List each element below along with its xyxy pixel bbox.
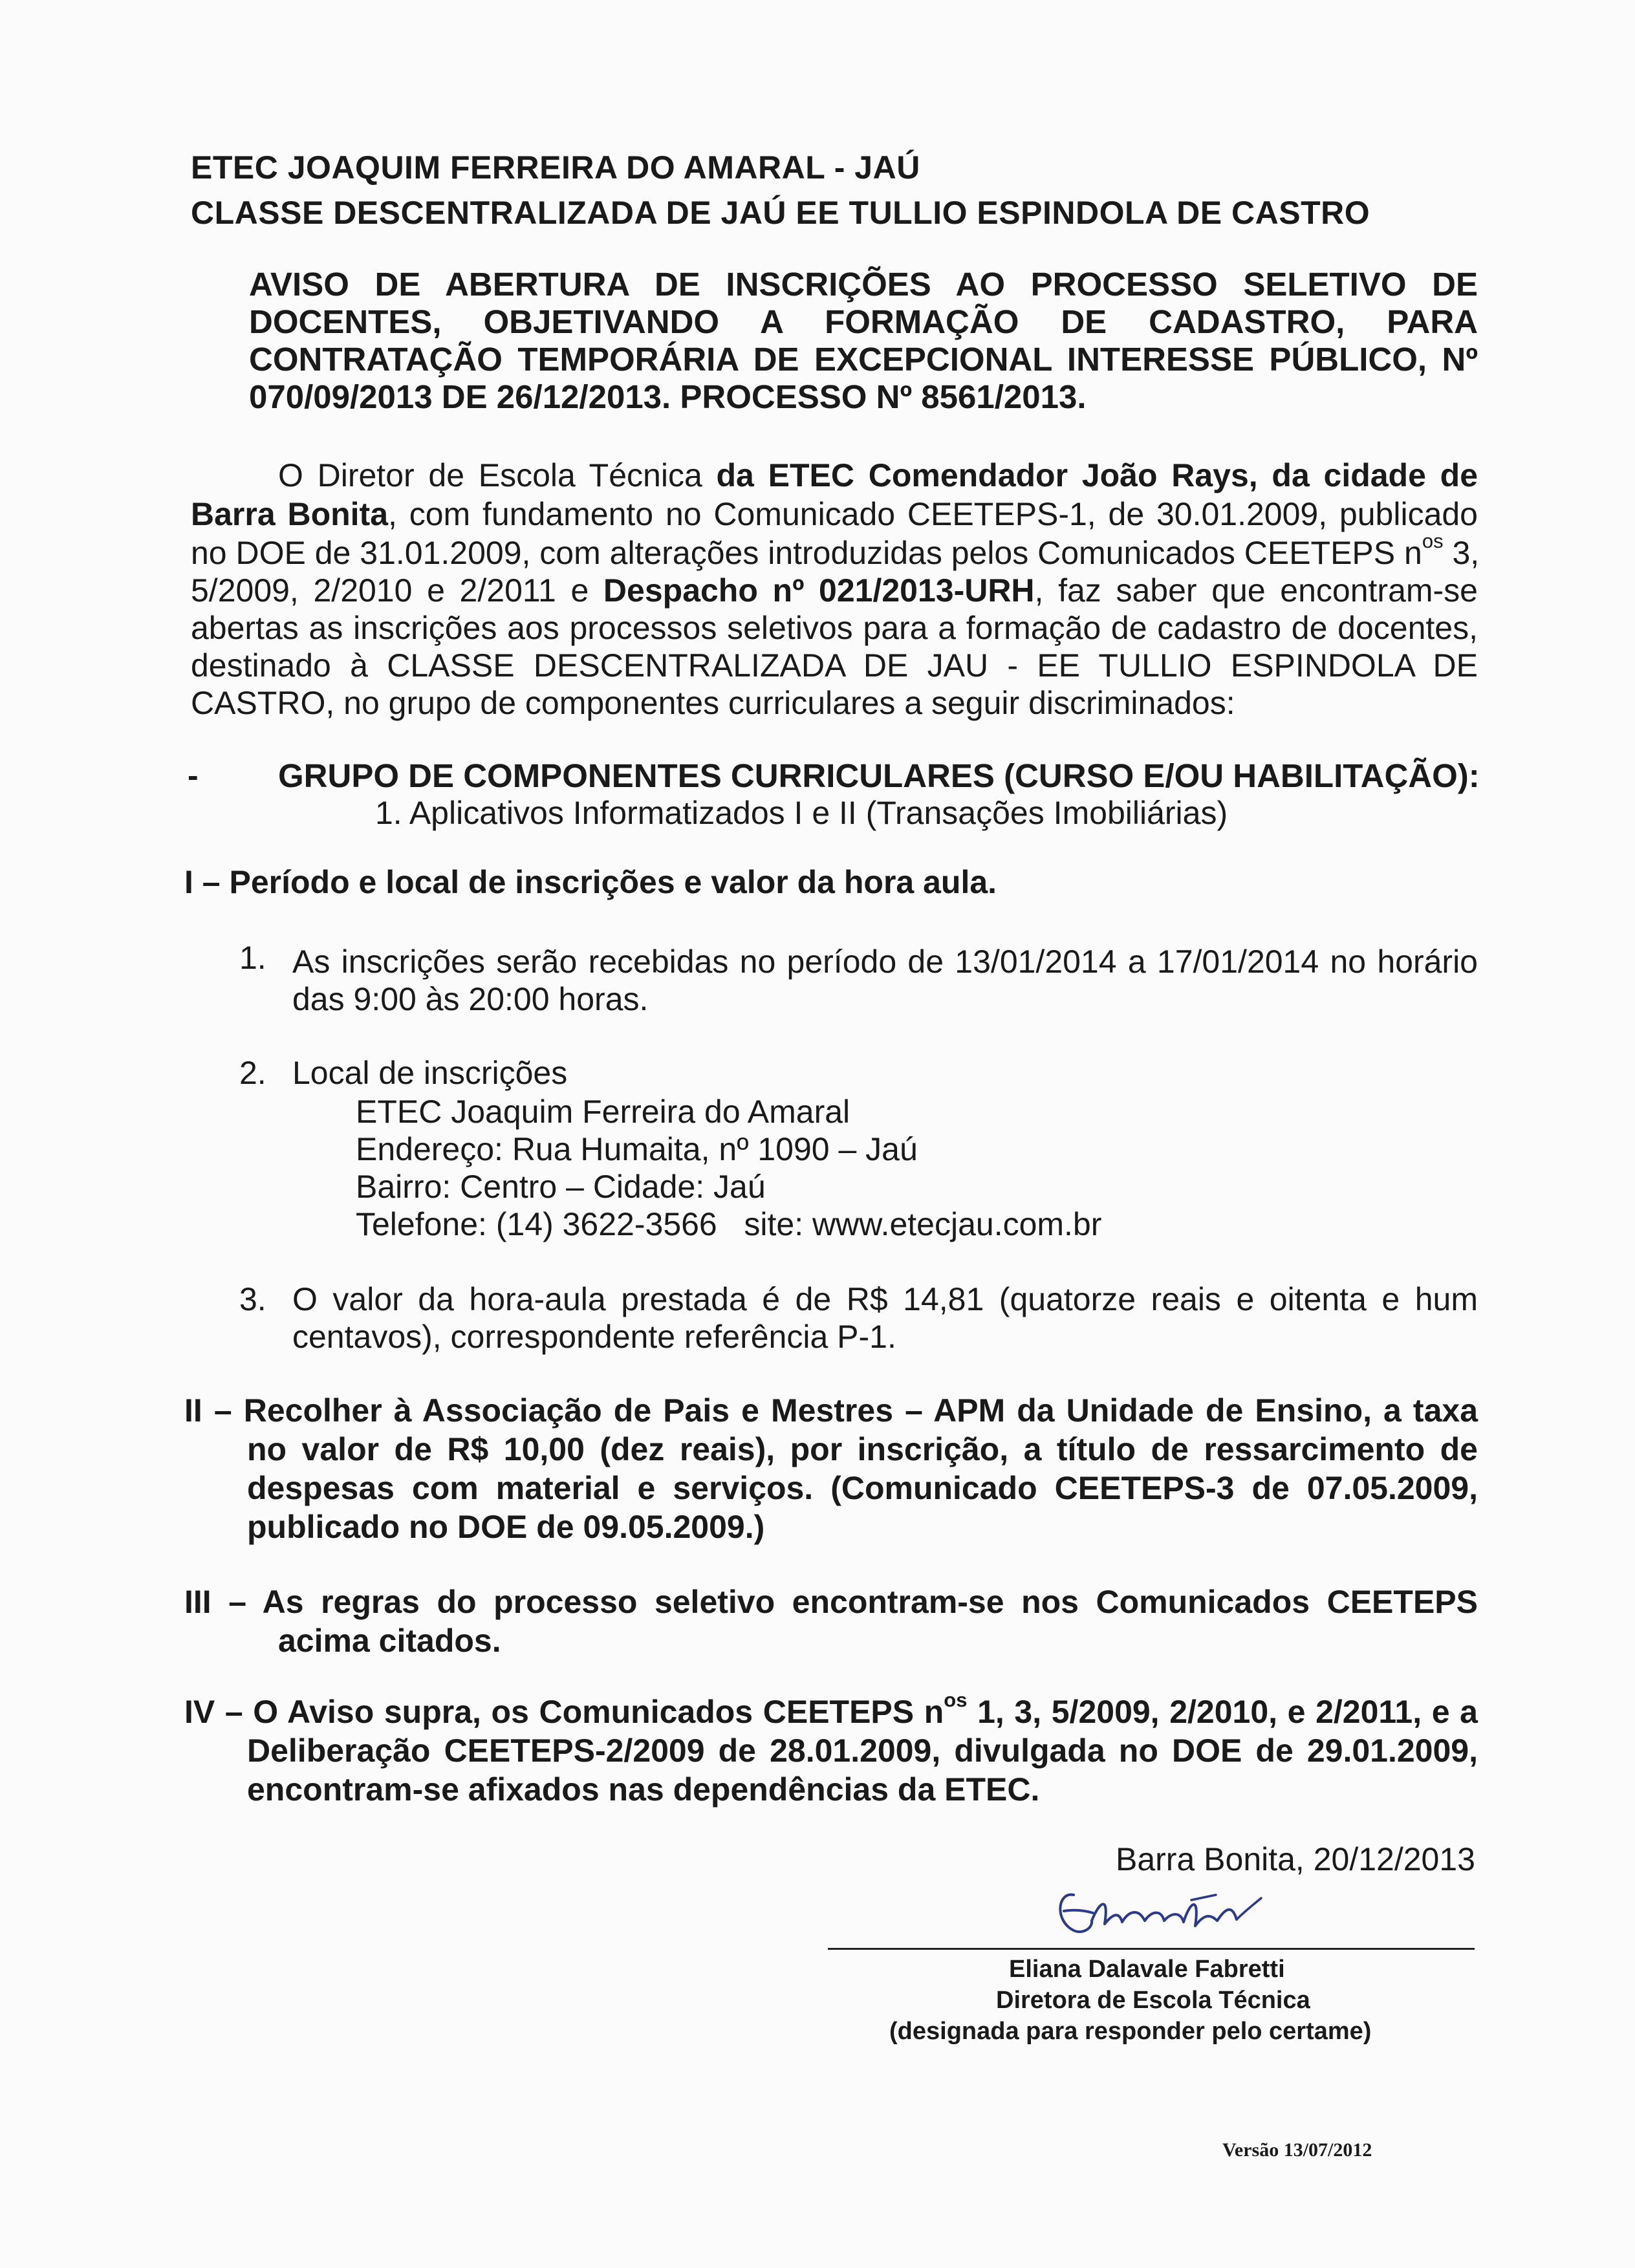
version-label: Versão 13/07/2012 [1222, 2139, 1372, 2161]
item-1-number: 1. [239, 940, 266, 976]
item-2-number: 2. [239, 1055, 266, 1091]
signer-name: Eliana Dalavale Fabretti [1009, 1956, 1285, 1983]
section-2-line1: II – Recolher à Associação de Pais e Mestres – APM da Unidade de Ensino, a taxa [184, 1392, 1478, 1429]
signer-note: (designada para responder pelo certame) [889, 2018, 1372, 2045]
intro-line2: Barra Bonita, com fundamento no Comunicado CEETEPS-1, de 30.01.2009, publicado [191, 496, 1478, 532]
section-2-line4: publicado no DOE de 09.05.2009.) [247, 1509, 765, 1545]
section-2-line2: no valor de R$ 10,00 (dez reais), por inscrição, a título de ressarcimento de [247, 1431, 1478, 1467]
place-date: Barra Bonita, 20/12/2013 [1116, 1841, 1475, 1877]
intro-line6: destinado à CLASSE DESCENTRALIZADA DE JAU - EE TULLIO ESPINDOLA DE [191, 647, 1478, 684]
notice-title-line1: AVISO DE ABERTURA DE INSCRIÇÕES AO PROCESSO SELETIVO DE [249, 266, 1478, 303]
signer-role: Diretora de Escola Técnica [996, 1987, 1310, 2014]
item-3-number: 3. [239, 1281, 266, 1317]
section-1-title: I – Período e local de inscrições e valor da hora aula. [184, 864, 997, 900]
notice-title-line4: 070/09/2013 DE 26/12/2013. PROCESSO Nº 8561/2013. [249, 378, 1087, 415]
address-line: Endereço: Rua Humaita, nº 1090 – Jaú [356, 1131, 918, 1167]
class-name: CLASSE DESCENTRALIZADA DE JAÚ EE TULLIO ESPINDOLA DE CASTRO [191, 195, 1370, 231]
section-4-line2: Deliberação CEETEPS-2/2009 de 28.01.2009, divulgada no DOE de 29.01.2009, [247, 1733, 1478, 1769]
item-1-line2: das 9:00 às 20:00 horas. [292, 981, 649, 1017]
address-line: ETEC Joaquim Ferreira do Amaral [356, 1094, 850, 1130]
section-3-line1: III – As regras do processo seletivo encontram-se nos Comunicados CEETEPS [184, 1584, 1478, 1620]
section-4-line3: encontram-se afixados nas dependências da ETEC. [247, 1771, 1040, 1808]
intro-line5: abertas as inscrições aos processos seletivos para a formação de cadastro de docentes, [191, 610, 1478, 646]
section-4-line1: IV – O Aviso supra, os Comunicados CEETEPS $n^{os}$ 1, 3, 5/2009, 2/2010, e 2/2011, e a [184, 1689, 1478, 1730]
handwritten-signature [1048, 1875, 1281, 1953]
address-line: Bairro: Centro – Cidade: Jaú [356, 1169, 766, 1205]
address-line: Telefone: (14) 3622-3566 site: www.etecjau.com.br [356, 1206, 1102, 1242]
section-2-line3: despesas com material e serviços. (Comunicado CEETEPS-3 de 07.05.2009, [247, 1470, 1478, 1506]
intro-line4: 5/2009, 2/2010 e 2/2011 e Despacho nº 021/2013-URH, faz saber que encontram-se [191, 572, 1478, 609]
item-1-line1: As inscrições serão recebidas no período de 13/01/2014 a 17/01/2014 no horário [292, 944, 1478, 980]
school-name: ETEC JOAQUIM FERREIRA DO AMARAL - JAÚ [191, 149, 920, 186]
section-3-line2: acima citados. [278, 1623, 501, 1659]
notice-title-line3: CONTRATAÇÃO TEMPORÁRIA DE EXCEPCIONAL INTERESSE PÚBLICO, Nº [249, 341, 1478, 378]
item-3-line2: centavos), correspondente referência P-1. [292, 1319, 896, 1355]
intro-line3: no DOE de 31.01.2009, com alterações introduzidas pelos Comunicados CEETEPS $n^{os}$ 3, [191, 530, 1480, 571]
group-title: GRUPO DE COMPONENTES CURRICULARES (CURSO E/OU HABILITAÇÃO): [278, 757, 1480, 794]
group-item: 1. Aplicativos Informatizados I e II (Transações Imobiliárias) [375, 795, 1228, 831]
intro-line1: O Diretor de Escola Técnica da ETEC Comendador João Rays, da cidade de [278, 457, 1478, 493]
intro-line7: CASTRO, no grupo de componentes curriculares a seguir discriminados: [191, 685, 1235, 721]
signature-line [828, 1948, 1475, 1950]
item-3-line1: O valor da hora-aula prestada é de R$ 14,81 (quatorze reais e oitenta e hum [292, 1281, 1478, 1317]
item-2-title: Local de inscrições [292, 1055, 568, 1091]
notice-title-line2: DOCENTES, OBJETIVANDO A FORMAÇÃO DE CADASTRO, PARA [249, 303, 1478, 340]
group-bullet: - [188, 757, 199, 794]
